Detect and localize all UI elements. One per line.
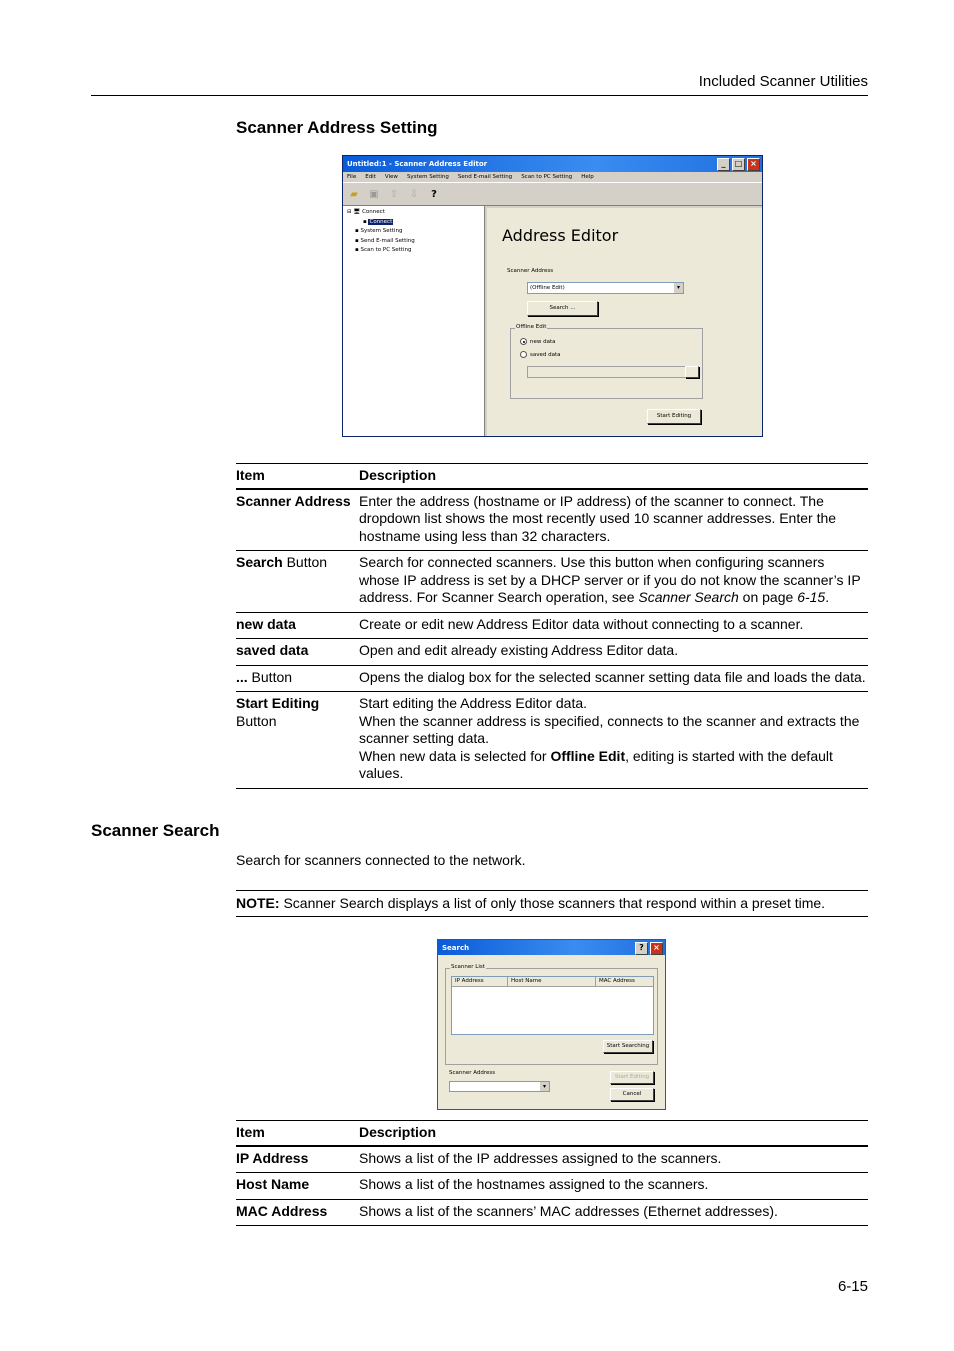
table-row xyxy=(236,1173,868,1200)
item-label: Host Name xyxy=(236,1176,310,1192)
cancel-button[interactable]: Cancel xyxy=(610,1088,654,1101)
maximize-icon[interactable]: □ xyxy=(732,158,745,171)
upload-icon[interactable]: ⇧ xyxy=(389,188,399,200)
item-description: Shows a list of the IP addresses assigned to the scanners. xyxy=(359,1149,722,1166)
section-title-scanner-search: Scanner Search xyxy=(91,821,220,840)
toolbar xyxy=(343,182,762,206)
header-description: Description xyxy=(359,1124,437,1140)
radio-new-data[interactable]: new data xyxy=(520,338,556,345)
table-row: Start Editing Button Start editing the Address Editor data. When the scanner address is specified, connects to the scanner and extracts the scanner setting data. When new data is selected for Offline Edit, editing is started with the default values. xyxy=(236,692,868,789)
start-editing-button[interactable]: Start Editing xyxy=(610,1071,654,1084)
pane-title: Address Editor xyxy=(502,226,619,245)
title-bar xyxy=(438,940,665,955)
radio-unselected-icon xyxy=(520,351,527,358)
saved-data-path-field[interactable] xyxy=(527,366,686,378)
column-mac-address[interactable]: MAC Address xyxy=(599,978,635,984)
section-intro: Search for scanners connected to the network. xyxy=(236,852,526,868)
scanner-address-combo[interactable]: (Offline Edit) ▾ xyxy=(527,282,684,294)
item-label: Scanner Address xyxy=(236,492,351,509)
title-bar xyxy=(343,156,762,172)
download-icon[interactable]: ⇩ xyxy=(409,188,419,200)
item-description: Opens the dialog box for the selected scanner setting data file and loads the data. xyxy=(359,668,866,685)
close-icon[interactable]: × xyxy=(747,158,760,171)
item-label: ... xyxy=(236,668,248,685)
running-header xyxy=(91,73,868,96)
menu-send-email[interactable]: Send E-mail Setting xyxy=(457,174,513,180)
address-editor-window xyxy=(342,155,763,437)
search-button[interactable]: Search ... xyxy=(527,301,598,316)
table-scanner-search xyxy=(236,1120,868,1226)
start-editing-button[interactable]: Start Editing xyxy=(647,409,701,424)
running-title: Included Scanner Utilities xyxy=(698,73,868,90)
menu-help[interactable]: Help xyxy=(581,174,594,180)
table-row xyxy=(236,1200,868,1227)
menu-file[interactable]: File xyxy=(347,174,357,180)
editor-pane xyxy=(487,208,762,436)
chevron-down-icon[interactable]: ▾ xyxy=(540,1082,549,1091)
dialog-title: Search xyxy=(442,943,470,952)
menu-system-setting[interactable]: System Setting xyxy=(406,174,449,180)
help-icon[interactable]: ? xyxy=(635,942,648,955)
item-label: IP Address xyxy=(236,1149,309,1166)
item-description: Shows a list of the scanners’ MAC addresses (Ethernet addresses). xyxy=(359,1202,778,1219)
radio-selected-icon xyxy=(520,338,527,345)
tree-item-send-email[interactable]: ▪ Send E-mail Setting xyxy=(355,237,415,244)
item-label: Start Editing xyxy=(236,695,320,711)
column-host-name[interactable]: Host Name xyxy=(508,977,596,986)
tree-item-scan-to-pc[interactable]: ▪ Scan to PC Setting xyxy=(355,247,412,253)
offline-edit-group: Offline Edit new data saved data xyxy=(510,328,703,399)
open-folder-icon[interactable]: ▰ xyxy=(350,188,358,200)
table-header xyxy=(236,463,868,490)
table-row xyxy=(236,639,868,666)
scanner-address-label: Scanner Address xyxy=(507,268,554,274)
help-icon[interactable]: ? xyxy=(431,188,437,200)
header-description: Description xyxy=(359,467,437,483)
item-label: MAC Address xyxy=(236,1202,328,1219)
computer-icon: 🖥 xyxy=(353,209,361,215)
scanner-list[interactable] xyxy=(451,976,654,1035)
menu-edit[interactable]: Edit xyxy=(365,174,376,180)
table-row: Search Button Search for connected scanners. Use this button when configuring scanners whose IP address is set by a DHCP server or if you do not know the scanner’s IP address. For Scanner Search operation, see Scanner Search on page 6-15. xyxy=(236,551,868,613)
item-description: Start editing the Address Editor data. When the scanner address is specified, connects to the scanner and extracts the scanner setting data. When new data is selected for Offline Edit, editing is started with the default values. xyxy=(359,695,860,781)
item-label: Search xyxy=(236,554,283,570)
note-box xyxy=(236,890,868,917)
table-header xyxy=(236,1120,868,1147)
tree-item-system-setting[interactable]: ▪ System Setting xyxy=(355,228,403,234)
item-description: Open and edit already existing Address Editor data. xyxy=(359,642,679,658)
menu-bar xyxy=(343,172,762,182)
minimize-icon[interactable]: _ xyxy=(717,158,730,171)
tree-view xyxy=(343,206,485,436)
note-text: Scanner Search displays a list of only those scanners that respond within a preset time. xyxy=(279,895,826,911)
page-reference[interactable]: 6-15 xyxy=(797,589,826,605)
item-description: Shows a list of the hostnames assigned to the scanners. xyxy=(359,1176,709,1192)
tree-item-connect[interactable]: ▪ Connect xyxy=(363,218,393,225)
menu-scan-to-pc[interactable]: Scan to PC Setting xyxy=(521,174,573,180)
column-ip-address[interactable]: IP Address xyxy=(452,977,508,986)
page-number: 6-15 xyxy=(837,1278,868,1295)
chevron-down-icon[interactable]: ▾ xyxy=(674,283,683,293)
window-title: Untitled:1 - Scanner Address Editor xyxy=(347,160,488,168)
search-dialog xyxy=(437,939,666,1110)
table-address-setting xyxy=(236,463,868,789)
save-icon[interactable]: ▣ xyxy=(369,188,379,200)
item-label: saved data xyxy=(236,642,309,658)
table-row xyxy=(236,490,868,552)
item-label: new data xyxy=(236,615,296,632)
header-item: Item xyxy=(236,1124,265,1140)
header-item: Item xyxy=(236,467,265,483)
scanner-address-label: Scanner Address xyxy=(449,1070,496,1076)
radio-saved-data[interactable]: saved data xyxy=(520,351,561,358)
item-description: Create or edit new Address Editor data without connecting to a scanner. xyxy=(359,615,804,632)
scanner-list-group: Scanner List IP Address Host Name MAC Address Start Searching xyxy=(445,968,658,1065)
table-row xyxy=(236,1147,868,1174)
item-description: Enter the address (hostname or IP address) of the scanner to connect. The dropdown list shows the most recently used 10 scanner addresses. Enter the hostname using less than 32 characters. xyxy=(359,492,837,544)
note-label: NOTE: xyxy=(236,895,280,911)
section-title-address-setting: Scanner Address Setting xyxy=(236,118,438,137)
close-icon[interactable]: × xyxy=(650,942,663,955)
browse-button[interactable] xyxy=(685,366,699,378)
item-description: Search for connected scanners. Use this button when configuring scanners whose IP address is set by a DHCP server or if you do not know the scanner’s IP address. For Scanner Search operation, see Scanner Search on page 6-15. xyxy=(359,554,861,605)
table-row xyxy=(236,613,868,640)
cross-reference[interactable]: Scanner Search xyxy=(638,589,739,605)
scanner-address-combo[interactable] xyxy=(449,1081,550,1092)
menu-view[interactable]: View xyxy=(384,174,398,180)
start-searching-button[interactable]: Start Searching xyxy=(603,1040,653,1053)
tree-root[interactable]: ⊟ 🖥 Connect xyxy=(347,209,385,215)
table-row: ... Button Opens the dialog box for the selected scanner setting data file and loads the data. xyxy=(236,666,868,693)
